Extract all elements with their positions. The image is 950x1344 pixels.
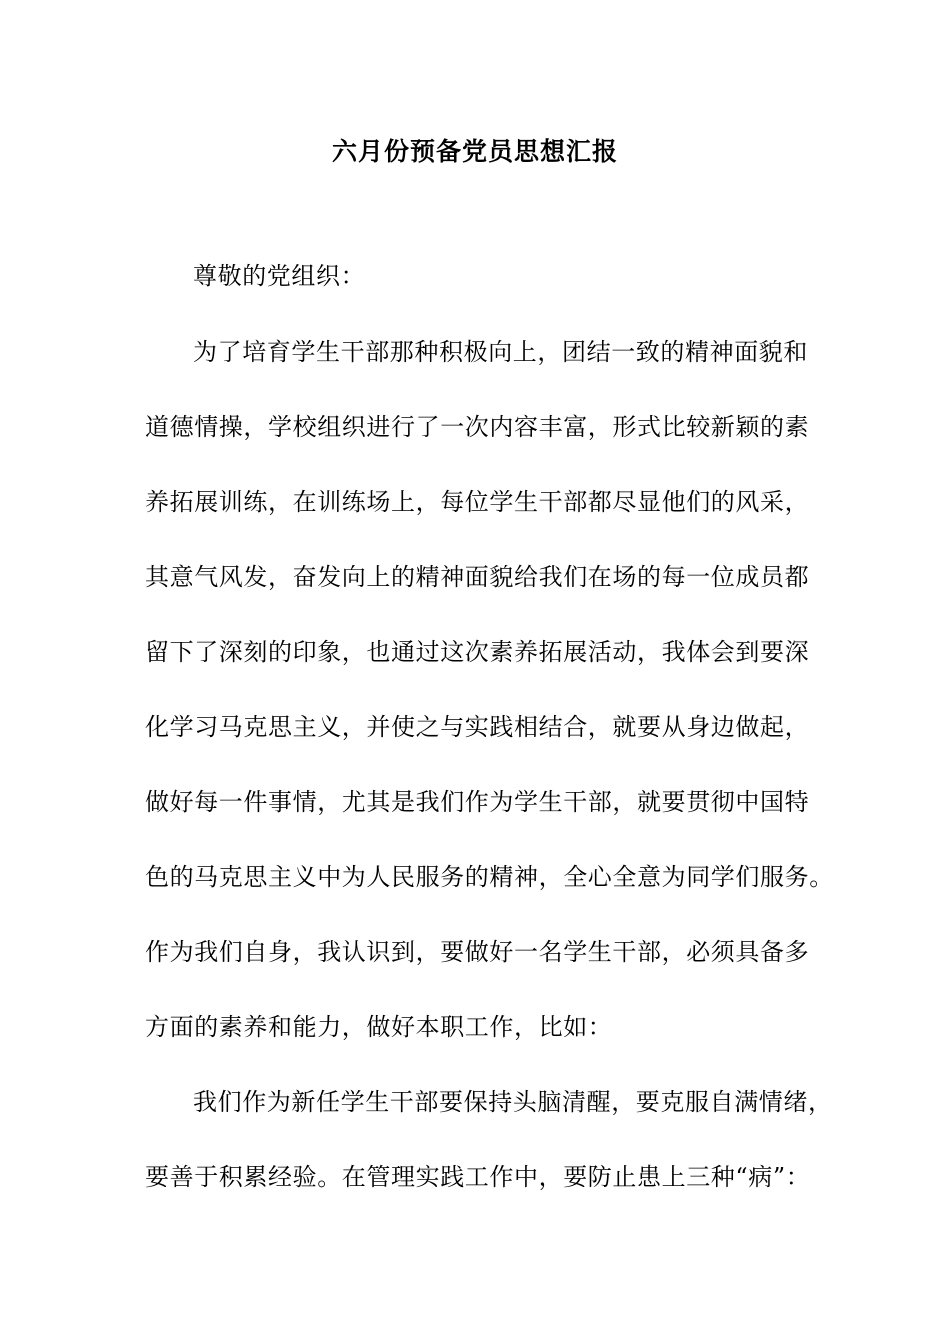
paragraph-line: 做好每一件事情，尤其是我们作为学生干部，就要贯彻中国特 [145, 788, 810, 816]
paragraph-line: 作为我们自身，我认识到，要做好一名学生干部，必须具备多 [145, 938, 810, 966]
paragraph-line: 道德情操，学校组织进行了一次内容丰富，形式比较新颖的素 [145, 413, 810, 441]
paragraph-line: 为了培育学生干部那种积极向上，团结一致的精神面貌和 [193, 338, 808, 366]
paragraph-line: 方面的素养和能力，做好本职工作，比如： [145, 1013, 613, 1041]
paragraph-line: 我们作为新任学生干部要保持头脑清醒，要克服自满情绪， [193, 1088, 833, 1116]
salutation: 尊敬的党组织： [193, 262, 366, 290]
paragraph-line: 养拓展训练，在训练场上，每位学生干部都尽显他们的风采， [145, 488, 810, 516]
paragraph-line: 留下了深刻的印象，也通过这次素养拓展活动，我体会到要深 [145, 638, 810, 666]
paragraph-line: 色的马克思主义中为人民服务的精神，全心全意为同学们服务。 [145, 863, 834, 891]
paragraph-line: 其意气风发，奋发向上的精神面貌给我们在场的每一位成员都 [145, 563, 810, 591]
paragraph-line: 要善于积累经验。在管理实践工作中，要防止患上三种“病”： [145, 1163, 811, 1191]
document-title: 六月份预备党员思想汇报 [331, 137, 618, 166]
paragraph-line: 化学习马克思主义，并使之与实践相结合，就要从身边做起， [145, 713, 810, 741]
